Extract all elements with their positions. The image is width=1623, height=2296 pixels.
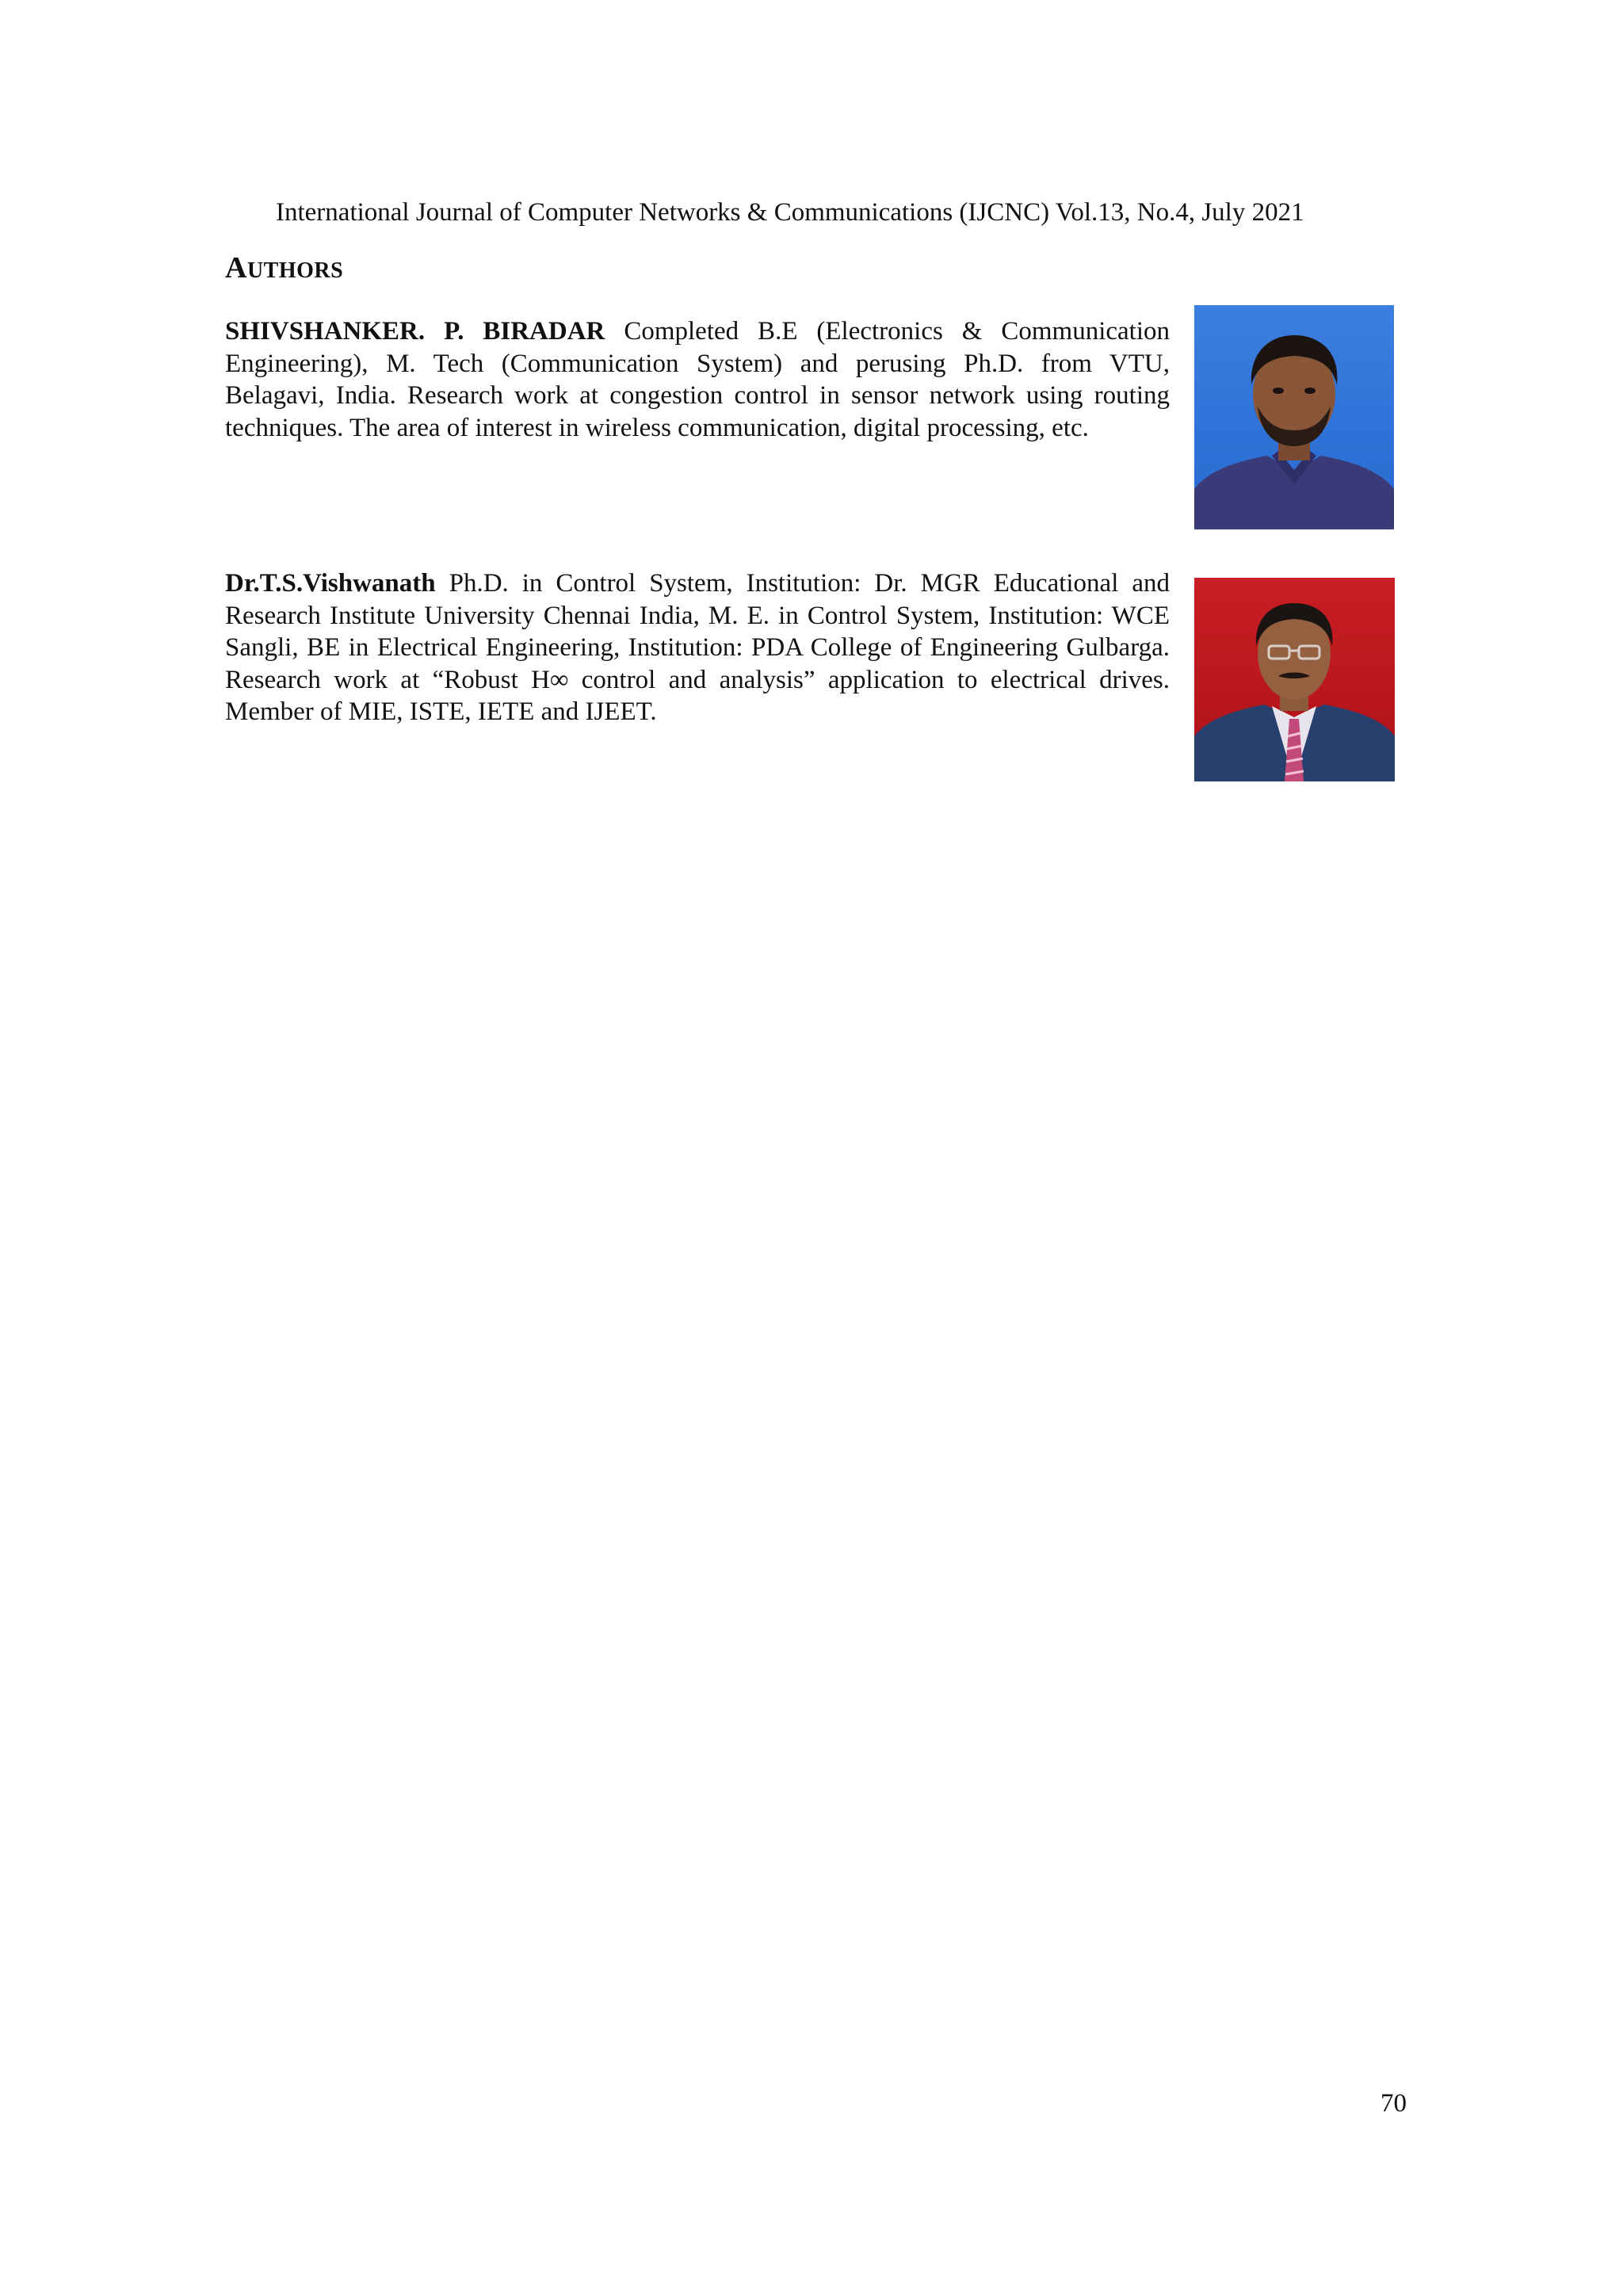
running-header: International Journal of Computer Networks & Communications (IJCNC) Vol.13, No.4, July 2021	[276, 198, 1304, 227]
page-number: 70	[1381, 2089, 1407, 2118]
author-bio-1	[225, 315, 1170, 444]
section-heading-authors	[225, 250, 343, 288]
portrait-icon	[1194, 305, 1394, 529]
portrait-icon	[1194, 578, 1395, 781]
author-bio-2	[225, 567, 1170, 728]
heading-rest: UTHORS	[246, 258, 344, 283]
author-name-1: SHIVSHANKER. P. BIRADAR	[225, 317, 605, 346]
author-photo-1	[1194, 305, 1394, 529]
author-bio-text-1: Completed B.E (Electronics & Communication Engineering), M. Tech (Communication System) and perusing Ph.D. from VTU, Belagavi, India. Research work at congestion control in sensor network using routing techniques. The area of interest in wireless communication, digital processing, etc.	[225, 317, 1170, 442]
author-bio-text-2: Ph.D. in Control System, Institution: Dr. MGR Educational and Research Institute University Chennai India, M. E. in Control System, Institution: WCE Sangli, BE in Electrical Engineering, Institution: PDA College of Engineering Gulbarga. Research work at “Robust H∞ control and analysis” application to electrical drives. Member of MIE, ISTE, IETE and IJEET.	[225, 569, 1170, 726]
author-name-2: Dr.T.S.Vishwanath	[225, 569, 436, 598]
heading-initial: A	[225, 251, 247, 285]
author-photo-2	[1194, 578, 1395, 781]
